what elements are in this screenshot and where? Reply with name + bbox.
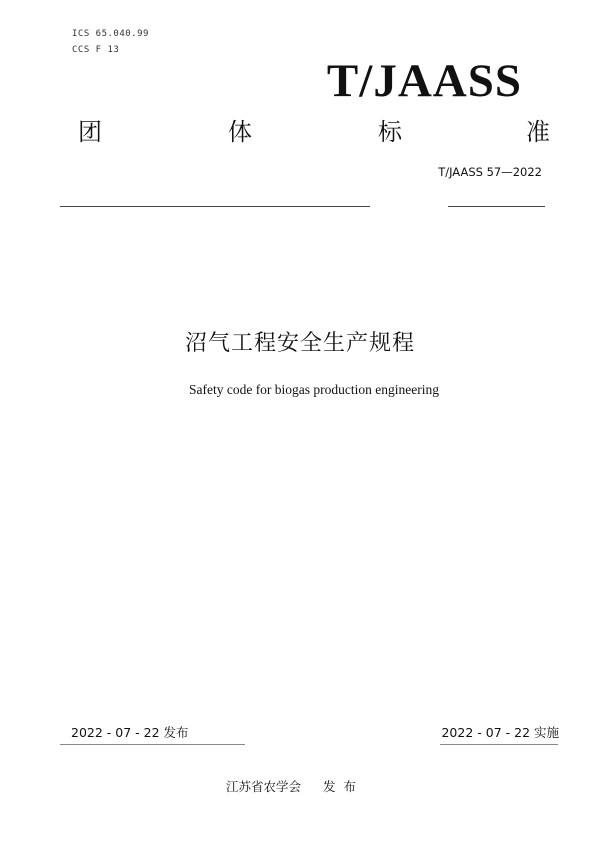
standard-type-char: 团 xyxy=(78,118,102,146)
publisher-line xyxy=(226,777,364,795)
document-title-chinese: 沼气工程安全生产规程 xyxy=(184,331,415,356)
publisher-action: 发布 xyxy=(323,779,365,794)
standard-type-heading xyxy=(0,116,600,148)
document-title-english: Safety code for biogas production engineering xyxy=(188,382,440,397)
header-divider-right xyxy=(448,206,545,207)
standard-type-char: 准 xyxy=(526,118,550,146)
ics-code: ICS 65.040.99 xyxy=(72,29,149,39)
implement-date: 2022 - 07 - 22 实施 xyxy=(441,725,559,740)
standard-number: T/JAASS 57—2022 xyxy=(438,165,542,179)
footer-divider-left xyxy=(60,744,245,745)
standard-type-char: 标 xyxy=(378,118,402,146)
publisher-name: 江苏省农学会 xyxy=(226,779,302,794)
footer-divider-right xyxy=(440,744,558,745)
organization-logo: T/JAASS xyxy=(326,55,522,107)
header-divider-left xyxy=(60,206,370,207)
standard-type-char: 体 xyxy=(228,118,252,146)
ccs-code: CCS F 13 xyxy=(72,45,120,55)
publish-date: 2022 - 07 - 22 发布 xyxy=(71,725,189,740)
